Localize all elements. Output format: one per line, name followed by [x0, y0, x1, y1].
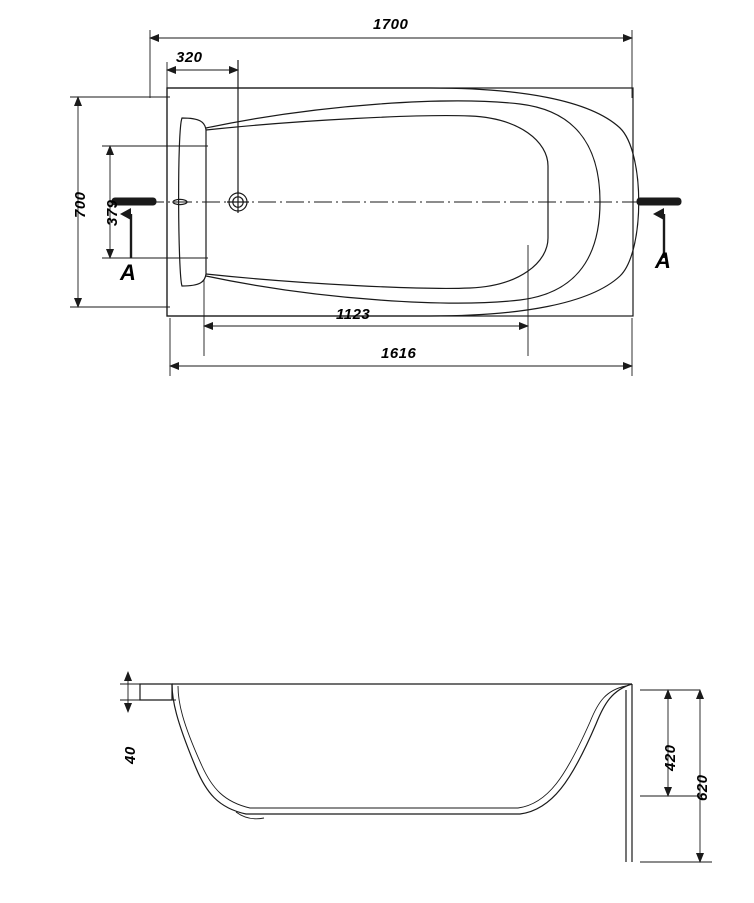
dim-label-overall-height: 620	[694, 774, 711, 801]
section-marker-label-left: A	[120, 260, 136, 285]
section-marker-label-right: A	[655, 248, 671, 273]
dim-label-inner-depth: 420	[662, 744, 679, 771]
top-view-geometry	[167, 60, 639, 316]
dim-label-overall-width: 700	[72, 191, 89, 218]
dim-label-overall-length: 1700	[373, 16, 409, 33]
dimension-lines-section-view	[120, 672, 712, 862]
dim-label-left-offset: 320	[176, 49, 203, 66]
dim-label-rim-length: 1616	[381, 345, 417, 362]
dim-label-inner-width: 379	[104, 199, 121, 226]
dim-label-inner-length: 1123	[336, 306, 371, 323]
section-view-geometry	[140, 684, 632, 862]
dim-label-rim-thickness: 40	[122, 746, 139, 764]
